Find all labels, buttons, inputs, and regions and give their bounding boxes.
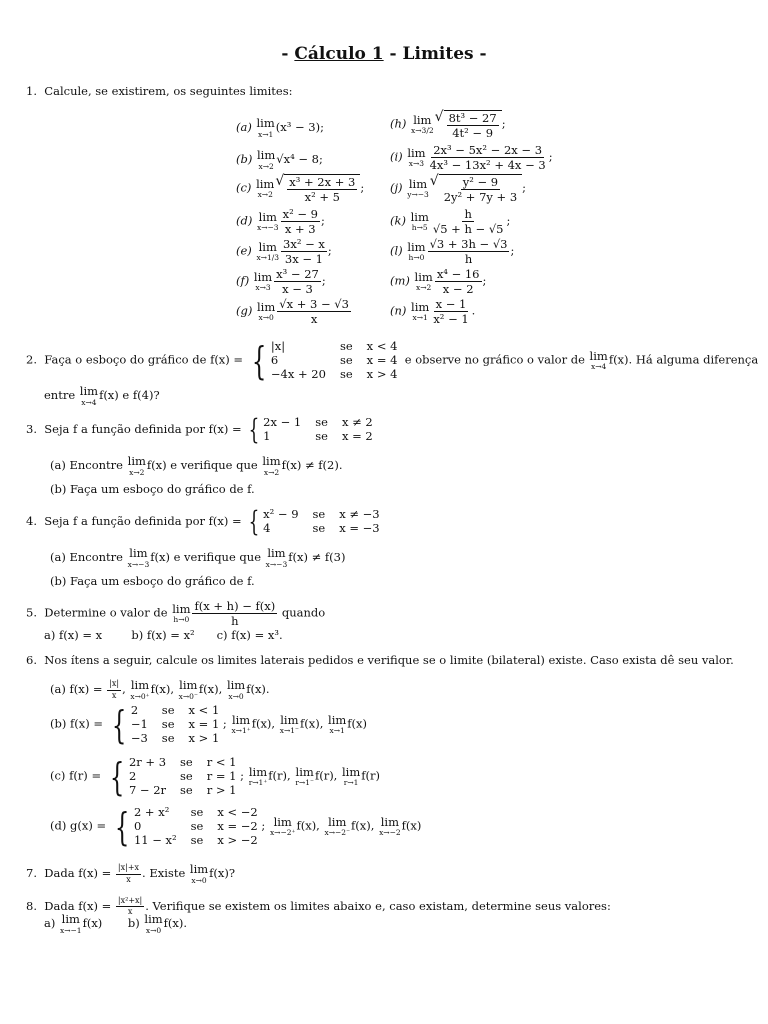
limit-b: (b) lim x→2 √x⁴ − 8; bbox=[236, 148, 323, 171]
page-title: - Cálculo 1 - Limites - bbox=[281, 44, 487, 64]
limit-k: (k) lim h→5 $\frac{h}{√5 + h - √5}$ ; bbox=[390, 207, 511, 237]
question-3a: (a) Encontre lim x→2 f(x) e verifique que lim x→2 f(x) ≠ f(2). bbox=[50, 454, 343, 477]
course-name: Cálculo 1 bbox=[294, 44, 384, 64]
limit-c: (c) lim x→2 √ $\frac{\text{x³ + 2x + 3}}{\text{x² + 5}}$ ; bbox=[236, 173, 365, 205]
question-5-options: a) f(x) = x b) f(x) = x² c) f(x) = x³. bbox=[44, 628, 283, 642]
limit-f: (f) lim x→3 $\frac{\text{x³ − 27}}{x - 3}$ ; bbox=[236, 267, 326, 297]
limit-n: (n) lim x→1 $\frac{x - 1}{\text{x² − 1}}$ . bbox=[390, 297, 476, 327]
question-2: 2. Faça o esboço do gráfico de f(x) = { |x| se x < 4 6 se x = 4 −4x + 20 se x > 4 e observe no gráfico o valor de lim x→4 f(x). Há alguma diferença bbox=[26, 338, 759, 383]
question-6d: (d) g(x) = { 2 + x² se x < −2 0 se x = −2 11 − x² se x > −2 ; lim x→−2⁺ f(x), lim x→−2⁻ f(x), lim x→−2 f(x) bbox=[50, 804, 422, 849]
question-1: 1. Calcule, se existirem, os seguintes limites: bbox=[26, 84, 293, 98]
question-3b: (b) Faça um esboço do gráfico de f. bbox=[50, 482, 255, 496]
limit-h: (h) lim x→3/2 √ $\frac{\text{8t³ − 27}}{\text{4t² − 9}}$ ; bbox=[390, 109, 506, 141]
limit-m: (m) lim x→2 $\frac{\text{x⁴ − 16}}{x - 2}$ ; bbox=[390, 267, 487, 297]
limit-a: (a) lim x→1 (x³ − 3); bbox=[236, 116, 324, 139]
question-6c: (c) f(r) = { 2r + 3 se r < 1 2 se r = 1 7 − 2r se r > 1 ; lim r→1⁺ f(r), lim r→1⁻ f(r), lim r→1 f(r) bbox=[50, 754, 380, 799]
limit-e: (e) lim x→1/3 $\frac{\text{3x² − x}}{3x - 1}$ ; bbox=[236, 237, 332, 267]
question-8: 8. Dada f(x) = $\frac{\text{|x²+x|}}{x}$ . Verifique se existem os limites abaixo e, caso existam, determine seus valores: bbox=[26, 896, 611, 917]
question-4b: (b) Faça um esboço do gráfico de f. bbox=[50, 574, 255, 588]
question-5: 5. Determine o valor de lim h→0 $\frac{f(x + h) - f(x)}{h}$ quando bbox=[26, 599, 326, 629]
question-8-options: a) lim x→−1 f(x) b) lim x→0 f(x). bbox=[44, 912, 188, 935]
question-6b: (b) f(x) = { 2 se x < 1 −1 se x = 1 −3 se x > 1 ; lim x→1⁺ f(x), lim x→1⁻ f(x), lim x→1 f(x) bbox=[50, 702, 367, 747]
question-6: 6. Nos ítens a seguir, calcule os limites laterais pedidos e verifique se o limite (bilateral) existe. Caso exista dê seu valor. bbox=[26, 653, 734, 667]
limit-j: (j) lim y→−3 √ $\frac{\text{y² − 9}}{\text{2y² + 7y + 3}}$ ; bbox=[390, 173, 527, 205]
question-6a: (a) f(x) = $\frac{|x|}{x}$ , lim x→0⁺ f(x), lim x→0⁻ f(x), lim x→0 f(x). bbox=[50, 678, 270, 701]
limit-i: (i) lim x→3 $\frac{\text{2x³ − 5x² − 2x − 3}}{\text{4x³ − 13x² + 4x − 3}}$ ; bbox=[390, 143, 553, 173]
limit-l: (l) lim h→0 $\frac{√3 + 3h - √3}{h}$ ; bbox=[390, 237, 515, 267]
limit-g: (g) lim x→0 $\frac{√x + 3 - √3}{x}$ bbox=[236, 297, 349, 327]
question-4a: (a) Encontre lim x→−3 f(x) e verifique que lim x→−3 f(x) ≠ f(3) bbox=[50, 546, 346, 569]
question-7: 7. Dada f(x) = $\frac{|x|+x}{x}$ . Existe lim x→0 f(x)? bbox=[26, 862, 236, 885]
question-2-line2: entre lim x→4 f(x) e f(4)? bbox=[44, 384, 160, 407]
question-3: 3. Seja f a função definida por f(x) = { 2x − 1 se x ≠ 2 1 se x = 2 bbox=[26, 413, 373, 446]
limit-d: (d) lim x→−3 $\frac{\text{x² − 9}}{x + 3}$ ; bbox=[236, 207, 325, 237]
question-4: 4. Seja f a função definida por f(x) = { x² − 9 se x ≠ −3 4 se x = −3 bbox=[26, 505, 380, 538]
